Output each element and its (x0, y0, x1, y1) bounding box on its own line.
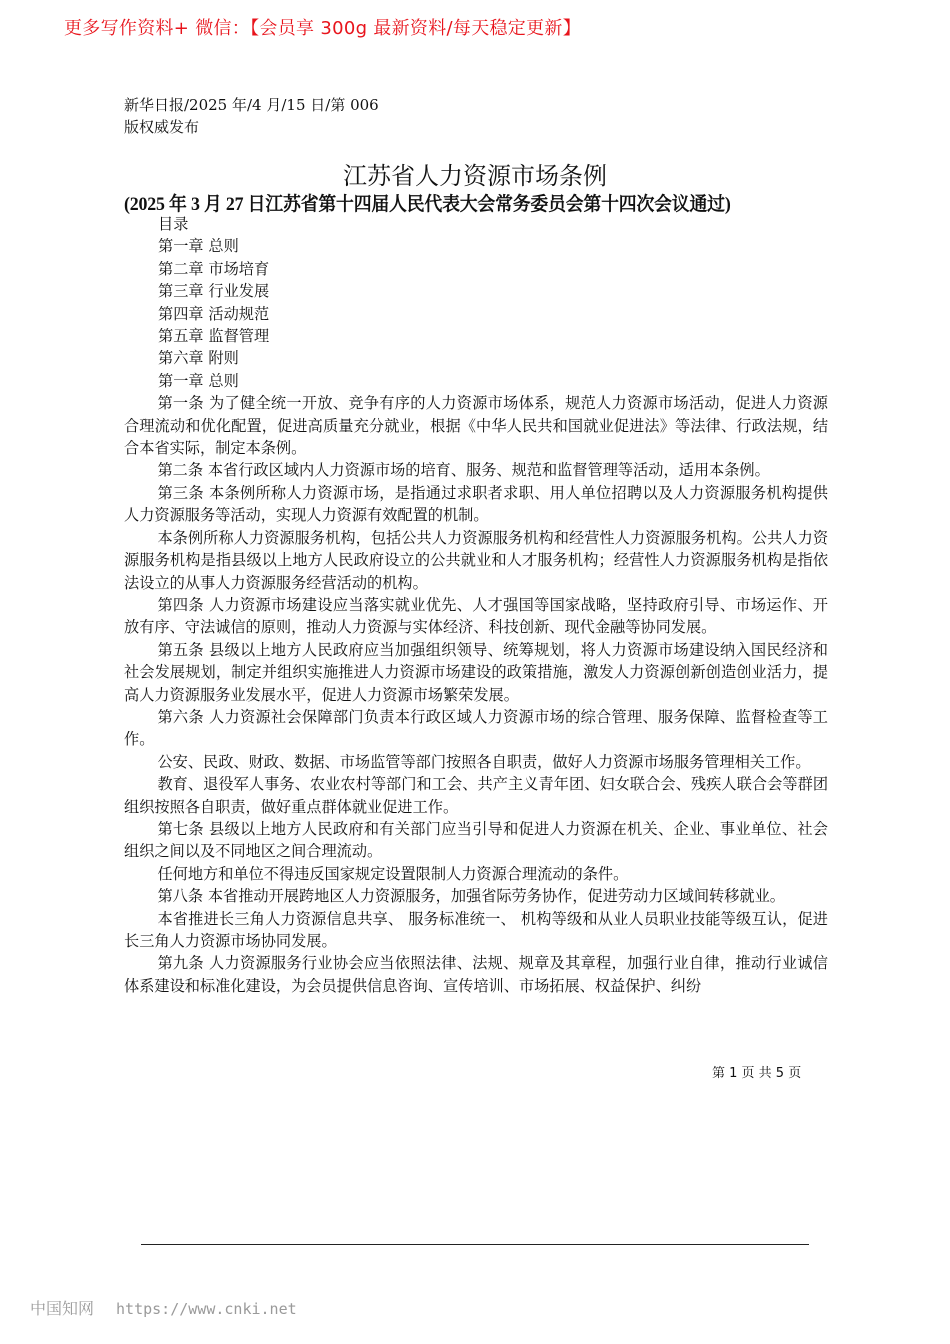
toc-item: 第二章 市场培育 (158, 259, 270, 278)
article-paragraph: 第四条 人力资源市场建设应当落实就业优先、人才强国等国家战略，坚持政府引导、市场运作、开放有序、守法诚信的原则，推动人力资源与实体经济、科技创新、现代金融等协同发展。 (124, 595, 828, 637)
toc-item: 第六章 附则 (158, 349, 239, 368)
article-paragraph: 第九条 人力资源服务行业协会应当依照法律、法规、规章及其章程，加强行业自律，推动行业诚信体系建设和标准化建设，为会员提供信息咨询、宣传培训、市场拓展、权益保护、纠纷 (124, 954, 828, 995)
article-paragraph: 第七条 县级以上地方人民政府和有关部门应当引导和促进人力资源在机关、企业、事业单位、社会组织之间以及不同地区之间合理流动。 (124, 819, 828, 861)
document-body (124, 213, 828, 997)
article-paragraph: 公安、民政、财政、数据、市场监管等部门按照各自职责，做好人力资源市场服务管理相关工作。 (157, 752, 811, 771)
toc-item: 第五章 监督管理 (158, 327, 270, 346)
page-indicator: 第 1 页 共 5 页 (712, 1066, 802, 1081)
article-paragraph: 任何地方和单位不得违反国家规定设置限制人力资源合理流动的条件。 (157, 864, 629, 883)
article-paragraph: 第八条 本省推动开展跨地区人力资源服务，加强省际劳务协作，促进劳动力区域间转移就业。 (157, 887, 785, 906)
promo-banner: 更多写作资料+ 微信：【会员享 300g 最新资料/每天稳定更新】 (64, 18, 581, 39)
document-subtitle: (2025 年 3 月 27 日江苏省第十四届人民代表大会常务委员会第十四次会议通过) (124, 194, 731, 215)
toc-item: 第四章 活动规范 (158, 304, 270, 323)
toc-heading: 目录 (158, 215, 189, 233)
document-title: 江苏省人力资源市场条例 (343, 162, 607, 190)
article-paragraph: 本条例所称人力资源服务机构，包括公共人力资源服务机构和经营性人力资源服务机构。公共人力资源服务机构是指县级以上地方人民政府设立的公共就业和人才服务机构；经营性人力资源服务机构是指依法设立的从事人力资源服务经营活动的机构。 (124, 528, 828, 592)
watermark-site-name: 中国知网 (30, 1299, 95, 1318)
chapter-heading: 第一章 总则 (158, 371, 239, 390)
source-line: 新华日报/2025 年/4 月/15 日/第 006 (124, 96, 379, 114)
cnki-watermark (30, 1296, 297, 1319)
article-paragraph: 教育、退役军人事务、农业农村等部门和工会、共产主义青年团、妇女联合会、残疾人联合会等群团组织按照各自职责，做好重点群体就业促进工作。 (124, 775, 828, 816)
article-paragraph: 第一条 为了健全统一开放、竞争有序的人力资源市场体系，规范人力资源市场活动，促进人力资源合理流动和优化配置，促进高质量充分就业，根据《中华人民共和国就业促进法》等法律、行政法规，结合本省实际，制定本条例。 (124, 394, 828, 458)
article-paragraph: 第六条 人力资源社会保障部门负责本行政区域人力资源市场的综合管理、服务保障、监督检查等工作。 (124, 707, 828, 749)
publisher-line: 版权威发布 (124, 118, 200, 136)
toc-item: 第一章 总则 (158, 237, 239, 256)
footer-divider (141, 1244, 809, 1245)
article-paragraph: 本省推进长三角人力资源信息共享、 服务标准统一、 机构等级和从业人员职业技能等级互认，促进长三角人力资源市场协同发展。 (124, 909, 828, 950)
article-paragraph: 第三条 本条例所称人力资源市场，是指通过求职者求职、用人单位招聘以及人力资源服务机构提供人力资源服务等活动，实现人力资源有效配置的机制。 (124, 483, 828, 525)
watermark-url: https://www.cnki.net (116, 1300, 297, 1318)
article-paragraph: 第五条 县级以上地方人民政府应当加强组织领导、统筹规划，将人力资源市场建设纳入国民经济和社会发展规划，制定并组织实施推进人力资源市场建设的政策措施，激发人力资源创新创造创业活力，提高人力资源服务业发展水平，促进人力资源市场繁荣发展。 (124, 640, 828, 704)
publication-meta (124, 94, 379, 138)
article-paragraph: 第二条 本省行政区域内人力资源市场的培育、服务、规范和监督管理等活动，适用本条例。 (157, 461, 770, 480)
toc-item: 第三章 行业发展 (158, 282, 270, 301)
